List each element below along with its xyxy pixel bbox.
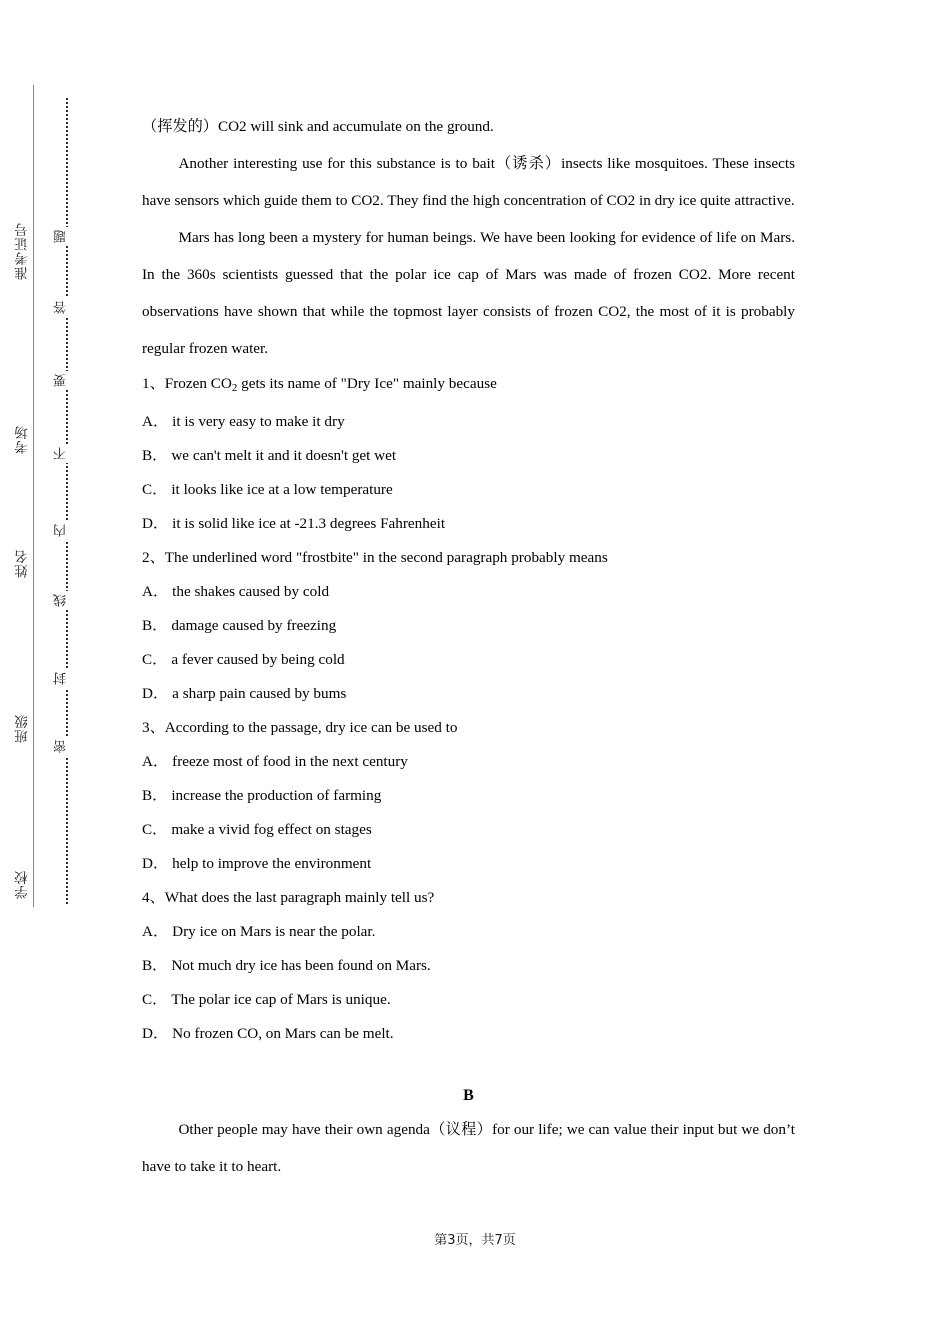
choice-letter: C． (142, 821, 168, 839)
choice-text: it is very easy to make it dry (172, 413, 345, 431)
question-2-choice-A[interactable] (142, 575, 795, 609)
choice-text: The polar ice cap of Mars is unique. (171, 991, 391, 1009)
seal-notice-char-2: 要 (52, 371, 82, 390)
seal-field-1: 考场 (15, 425, 31, 454)
choice-letter: B． (142, 957, 168, 975)
choice-letter: D． (142, 855, 169, 873)
question-stem-1 (142, 367, 795, 405)
choice-letter: A． (142, 923, 169, 941)
section-b-paragraph: Other people may have their own agenda（议程）for our life; we can value their input but we don’t have to take it to heart. (142, 1121, 795, 1176)
question-2-choice-C[interactable] (142, 643, 795, 677)
question-number-3: 3、 (142, 719, 165, 737)
seal-notice-char-7: 密 (52, 737, 82, 756)
choice-letter: C． (142, 481, 168, 499)
seal-dotted-line (66, 98, 68, 904)
choice-letter: C． (142, 991, 168, 1009)
question-1-choice-C[interactable] (142, 473, 795, 507)
question-3-choice-D[interactable] (142, 847, 795, 881)
question-stem-text-2: The underlined word "frostbite" in the second paragraph probably means (164, 549, 608, 567)
question-stem-text-tail-1: gets its name of "Dry Ice" mainly because (237, 375, 497, 392)
question-stem-2 (142, 541, 795, 575)
choice-text: it is solid like ice at -21.3 degrees Fahrenheit (172, 515, 446, 533)
choice-letter: A． (142, 583, 169, 601)
choice-text: a sharp pain caused by bums (172, 685, 347, 703)
choice-letter: C． (142, 651, 168, 669)
choice-text: we can't melt it and it doesn't get wet (171, 447, 397, 465)
section-b-heading: B (463, 1087, 474, 1105)
seal-notice-char-0: 题 (52, 227, 82, 246)
choice-letter: A． (142, 753, 169, 771)
question-stem-3 (142, 711, 795, 745)
question-number-4: 4、 (142, 889, 165, 907)
exam-paper-content (142, 108, 795, 1185)
choice-letter: D． (142, 685, 169, 703)
seal-solid-line (33, 85, 34, 907)
question-1-choice-B[interactable] (142, 439, 795, 473)
choice-text: freeze most of food in the next century (172, 753, 408, 771)
seal-field-3: 班级 (15, 714, 31, 743)
seal-field-4: 学校 (15, 870, 31, 899)
choice-text: Not much dry ice has been found on Mars. (171, 957, 431, 975)
question-1-choice-A[interactable] (142, 405, 795, 439)
section-b (142, 1081, 795, 1185)
question-1-choice-D[interactable] (142, 507, 795, 541)
seal-notice-char-1: 答 (52, 298, 82, 317)
choice-text: help to improve the environment (172, 855, 372, 873)
choice-letter: A． (142, 413, 169, 431)
seal-line-margin (0, 0, 130, 1344)
page-number-text: 第3页，共7页 (434, 1233, 516, 1248)
question-3-choice-C[interactable] (142, 813, 795, 847)
choice-text: the shakes caused by cold (172, 583, 330, 601)
question-list (142, 367, 795, 1051)
choice-letter: B． (142, 447, 168, 465)
choice-letter: D． (142, 515, 169, 533)
reading-passage (142, 108, 795, 367)
question-2-choice-B[interactable] (142, 609, 795, 643)
choice-text: a fever caused by being cold (171, 651, 345, 669)
question-stem-text-4: What does the last paragraph mainly tell us? (164, 889, 435, 907)
question-stem-text-1: Frozen CO (164, 375, 232, 392)
question-stem-subscript-1: 2 (231, 382, 238, 395)
choice-text: No frozen CO, on Mars can be melt. (172, 1025, 394, 1043)
question-stem-4 (142, 881, 795, 915)
choice-text: it looks like ice at a low temperature (171, 481, 393, 499)
choice-text: Dry ice on Mars is near the polar. (172, 923, 376, 941)
question-stem-text-3: According to the passage, dry ice can be used to (164, 719, 458, 737)
question-4-choice-B[interactable] (142, 949, 795, 983)
question-3-choice-A[interactable] (142, 745, 795, 779)
question-number-1: 1、 (142, 375, 165, 392)
seal-notice-char-4: 内 (52, 521, 82, 540)
seal-notice-char-3: 不 (52, 444, 82, 463)
question-4-choice-D[interactable] (142, 1017, 795, 1051)
seal-field-2: 姓名 (15, 549, 31, 578)
question-2-choice-D[interactable] (142, 677, 795, 711)
question-3-choice-B[interactable] (142, 779, 795, 813)
choice-text: damage caused by freezing (171, 617, 337, 635)
choice-letter: B． (142, 787, 168, 805)
question-number-2: 2、 (142, 549, 165, 567)
choice-letter: B． (142, 617, 168, 635)
choice-text: make a vivid fog effect on stages (171, 821, 372, 839)
passage-paragraph-2: Mars has long been a mystery for human beings. We have been looking for evidence of life on Mars. In the 360s scientists guessed that the polar ice cap of Mars was made of frozen CO2. More recent observations have shown that while the topmost layer consists of frozen CO2, the most of it is probably regular frozen water. (142, 229, 795, 357)
choice-text: increase the production of farming (171, 787, 382, 805)
question-4-choice-C[interactable] (142, 983, 795, 1017)
seal-notice-char-6: 封 (52, 669, 82, 688)
page-footer (0, 1229, 950, 1248)
passage-paragraph-1: Another interesting use for this substance is to bait（诱杀）insects like mosquitoes. These insects have sensors which guide them to CO2. They find the high concentration of CO2 in dry ice quite attractive. (142, 155, 795, 209)
question-4-choice-A[interactable] (142, 915, 795, 949)
passage-paragraph-0: （挥发的）CO2 will sink and accumulate on the ground. (142, 118, 494, 135)
seal-field-0: 准考证号 (15, 222, 31, 280)
choice-letter: D． (142, 1025, 169, 1043)
seal-notice-char-5: 线 (52, 591, 82, 610)
